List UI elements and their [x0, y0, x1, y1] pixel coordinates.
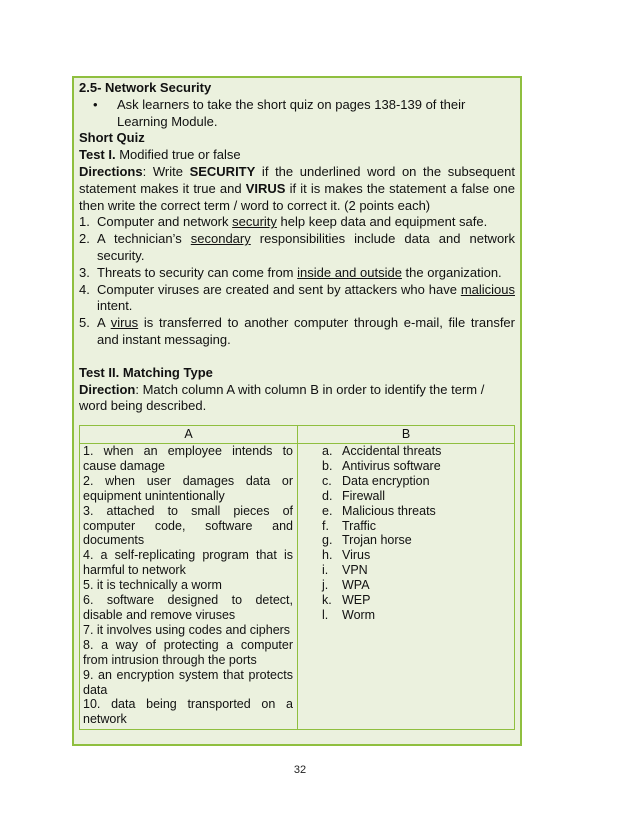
test2-direction: Direction: Match column A with column B in order to identify the term / word being described.: [79, 381, 485, 414]
test1-items: [79, 214, 515, 348]
quiz-item: 5. A virus is transferred to another computer through e-mail, file transfer and instant messaging.: [79, 315, 515, 347]
quiz-item: 2. A technician’s secondary responsibilities include data and network security.: [79, 231, 515, 263]
short-quiz-heading: Short Quiz: [79, 130, 145, 146]
bullet-text: Ask learners to take the short quiz on pages 138-139 of their Learning Module.: [117, 96, 466, 129]
column-a: [80, 444, 298, 730]
column-b-item: d. Firewall: [322, 488, 386, 503]
underlined-term: inside and outside: [297, 264, 402, 280]
test1-directions: Directions: Write SECURITY if the underlined word on the subsequent statement makes it true and VIRUS if it is makes the statement a false one then write the correct term / word to correct it. (2 points each): [79, 163, 515, 213]
column-b-item: c. Data encryption: [322, 473, 430, 488]
column-b-item: k. WEP: [322, 593, 371, 608]
test2-heading: Test II. Matching Type: [79, 364, 213, 380]
column-a-item: 5. it is technically a worm: [83, 578, 222, 593]
column-a-header: A: [80, 426, 298, 444]
quiz-item: 1. Computer and network security help keep data and equipment safe.: [79, 214, 488, 230]
column-a-item: 3. attached to small pieces of computer code, software and documents: [83, 503, 293, 548]
column-b-item: f. Traffic: [322, 518, 377, 533]
underlined-term: security: [232, 214, 277, 230]
column-b-item: b. Antivirus software: [322, 458, 441, 473]
test1-label: Test I.: [79, 147, 116, 163]
column-a-item: 6. software designed to detect, disable and remove viruses: [83, 593, 293, 623]
column-a-item: 7. it involves using codes and ciphers: [83, 622, 291, 637]
quiz-item: 3. Threats to security can come from inside and outside the organization.: [79, 264, 502, 280]
instruction-bullet: [79, 97, 515, 131]
underlined-term: virus: [110, 315, 139, 331]
column-a-item: 2. when user damages data or equipment unintentionally: [83, 473, 293, 503]
quiz-item: 4. Computer viruses are created and sent by attackers who have malicious intent.: [79, 281, 515, 314]
page-number: 32: [293, 764, 307, 776]
column-b: [298, 444, 515, 730]
test1-heading: [79, 147, 515, 164]
column-b-item: g. Trojan horse: [322, 533, 412, 548]
underlined-term: secondary: [190, 231, 251, 247]
column-a-item: 4. a self-replicating program that is harmful to network: [83, 548, 293, 578]
column-a-item: 9. an encryption system that protects data: [83, 667, 293, 697]
column-b-header: B: [298, 426, 515, 444]
column-b-item: h. Virus: [322, 548, 371, 563]
column-a-item: 8. a way of protecting a computer from intrusion through the ports: [83, 637, 293, 667]
column-a-item: 1. when an employee intends to cause damage: [83, 444, 293, 473]
test1-title: Modified true or false: [115, 147, 241, 163]
column-b-item: i. VPN: [322, 563, 368, 578]
underlined-term: malicious: [460, 281, 515, 297]
lesson-panel: [72, 76, 522, 746]
column-b-item: l. Worm: [322, 608, 376, 623]
section-title: 2.5- Network Security: [79, 80, 212, 95]
directions-label: Directions: [79, 163, 143, 179]
column-b-item: a. Accidental threats: [322, 444, 442, 459]
column-b-item: j. WPA: [322, 578, 370, 593]
column-a-item: 10. data being transported on a network: [83, 697, 293, 727]
matching-table: [79, 425, 515, 730]
bullet-icon: •: [93, 96, 98, 112]
column-b-item: e. Malicious threats: [322, 503, 436, 518]
